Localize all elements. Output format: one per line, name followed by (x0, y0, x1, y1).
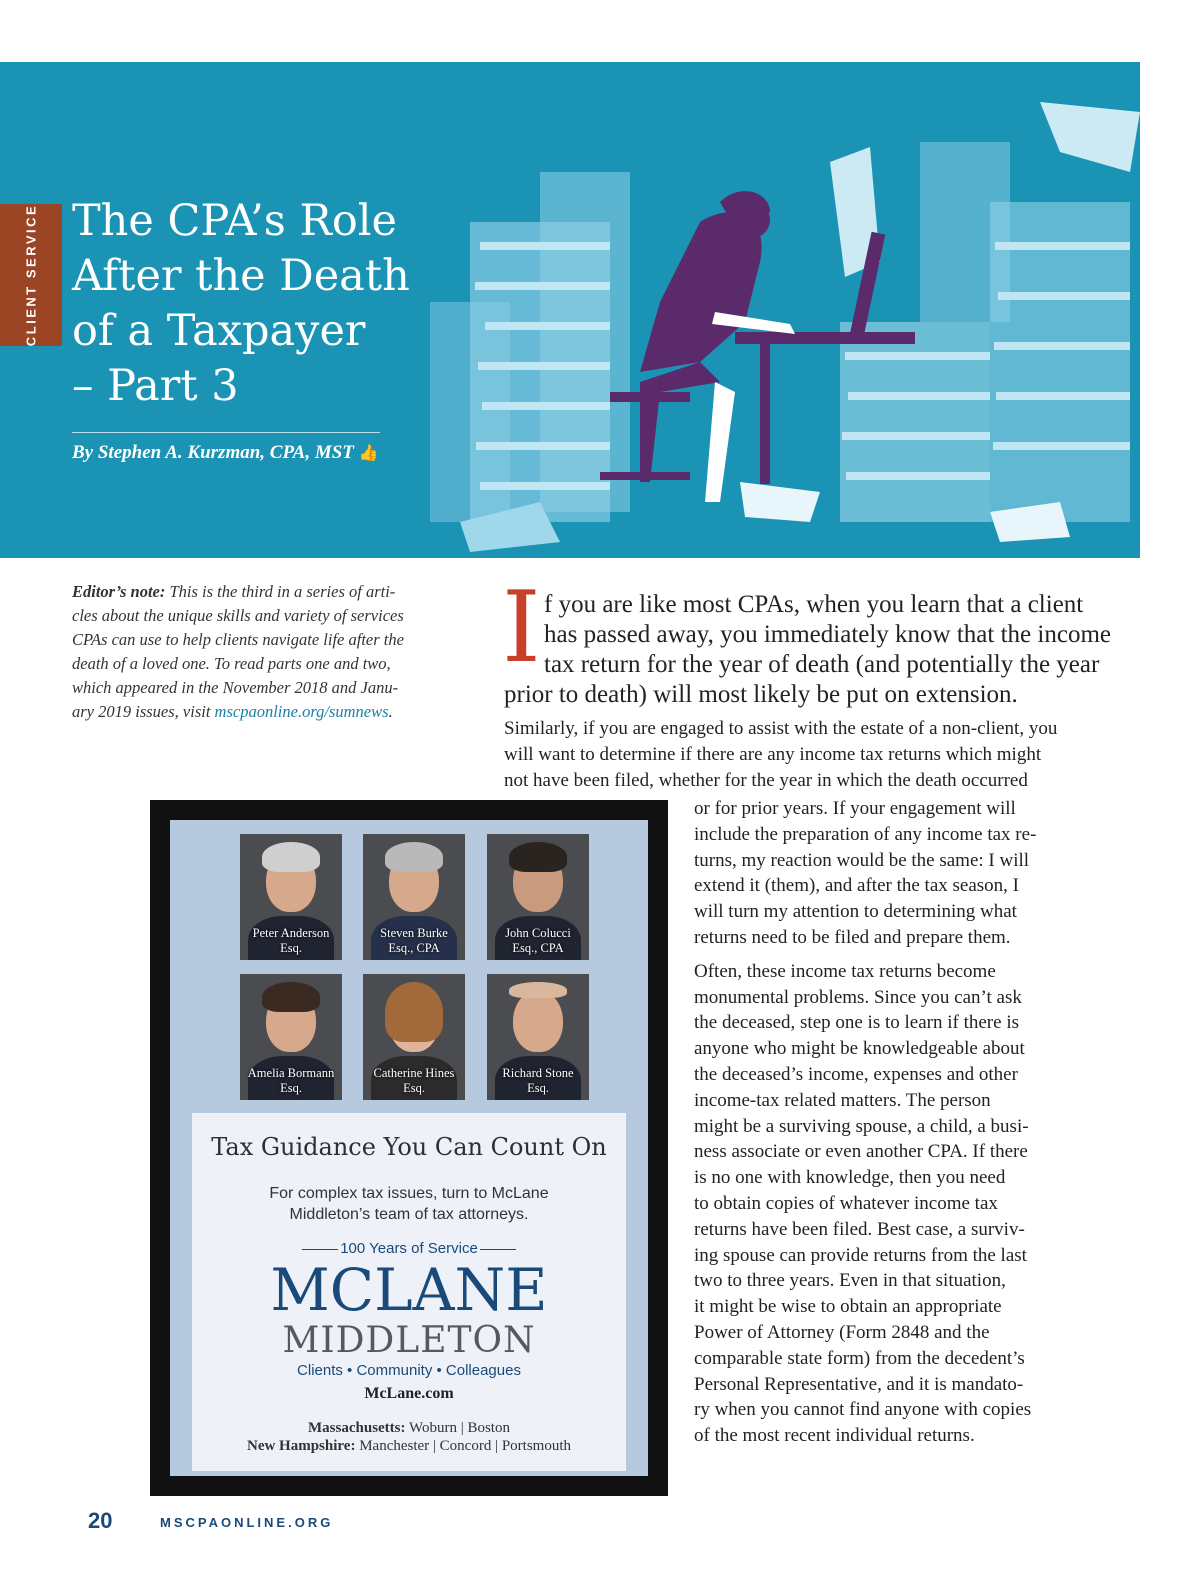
page-number: 20 (88, 1508, 113, 1533)
ad-panel (170, 820, 648, 1476)
body-line: the deceased’s income, expenses and other (694, 1063, 1018, 1085)
body-line: ry when you cannot find anyone with copies (694, 1399, 1032, 1421)
attorney-title: Esq. (280, 941, 302, 955)
footer-site[interactable]: MSCPAONLINE.ORG (160, 1515, 334, 1530)
title-line: of a Taxpayer (72, 306, 366, 356)
attorney-photo (487, 834, 589, 960)
editor-note-line: CPAs can use to help clients navigate life after the (72, 630, 404, 649)
ad-locations (192, 1419, 626, 1455)
editor-note (72, 580, 442, 724)
ad-tagline: Clients • Community • Colleagues (297, 1362, 521, 1379)
attorney-photo (240, 974, 342, 1100)
ad-headline: Tax Guidance You Can Count On (211, 1133, 607, 1161)
editor-note-end: . (388, 702, 393, 721)
title-line: After the Death (72, 251, 410, 301)
body-line: Often, these income tax returns become (694, 960, 996, 982)
body-line: will turn my attention to determining what (694, 901, 1017, 923)
body-line: might be a surviving spouse, a child, a busi- (694, 1115, 1029, 1137)
editor-note-line: which appeared in the November 2018 and Janu- (72, 678, 399, 697)
attorney-name: Richard Stone (502, 1066, 574, 1080)
body-line: anyone who might be knowledgeable about (694, 1038, 1025, 1060)
editor-note-line: ary 2019 issues, visit (72, 702, 211, 721)
drop-cap: I (502, 571, 541, 685)
attorney-photo (487, 974, 589, 1100)
body-line: will want to determine if there are any income tax returns which might (504, 743, 1042, 765)
ad-subtext-line: For complex tax issues, turn to McLane (269, 1185, 549, 1202)
section-tab (0, 204, 62, 346)
attorney-photo (240, 834, 342, 960)
editor-note-label: Editor’s note: (72, 582, 166, 601)
body-line: turns, my reaction would be the same: I will (694, 849, 1030, 871)
editor-note-line: cles about the unique skills and variety of services (72, 606, 404, 625)
location-label: Massachusetts: (308, 1420, 406, 1436)
attorney-name: Catherine Hines (373, 1066, 455, 1080)
article-title (72, 194, 452, 414)
intro-line: prior to death) will most likely be put on extension. (504, 681, 1018, 708)
ad-url[interactable]: McLane.com (364, 1385, 454, 1402)
ad-subtext (192, 1183, 626, 1225)
body-line: Similarly, if you are engaged to assist with the estate of a non-client, you (504, 718, 1058, 739)
editor-note-line: This is the third in a series of arti- (169, 582, 396, 601)
body-line: returns have been filed. Best case, a surviv- (694, 1218, 1025, 1240)
body-line: monumental problems. Since you can’t ask (694, 986, 1022, 1008)
attorney-photo (363, 834, 465, 960)
body-line: returns need to be filed and prepare them. (694, 926, 1011, 948)
body-paragraph (694, 796, 1084, 951)
sumnews-link[interactable]: mscpaonline.org/sumnews (214, 702, 389, 721)
ad-subtext-line: Middleton’s team of tax attorneys. (289, 1206, 529, 1223)
mclane-middleton-ad[interactable] (150, 800, 668, 1496)
editor-note-line: death of a loved one. To read parts one and two, (72, 654, 391, 673)
body-line: the deceased, step one is to learn if there is (694, 1012, 1019, 1034)
body-line: ness associate or even another CPA. If there (694, 1141, 1028, 1163)
intro-line: has passed away, you immediately know that the income (544, 621, 1111, 648)
body-line: income-tax related matters. The person (694, 1089, 991, 1111)
logo-middleton: MIDDLETON (282, 1320, 536, 1361)
attorney-photo (363, 974, 465, 1100)
attorney-name: John Colucci (505, 926, 571, 940)
right-column (694, 796, 1084, 1457)
body-line: it might be wise to obtain an appropriate (694, 1296, 1002, 1318)
attorney-title: Esq., CPA (388, 941, 440, 955)
body-line: Personal Representative, and it is mandato- (694, 1373, 1024, 1395)
body-paragraph (504, 716, 1124, 793)
attorney-name: Steven Burke (380, 926, 448, 940)
title-divider (72, 432, 380, 433)
body-line: include the preparation of any income tax re- (694, 823, 1037, 845)
title-line: The CPA’s Role (72, 196, 397, 246)
intro-line: f you are like most CPAs, when you learn that a client (544, 591, 1084, 618)
intro-line: tax return for the year of death (and potentially the year (544, 651, 1100, 678)
ad-years (192, 1240, 626, 1257)
location-list: Woburn | Boston (409, 1420, 510, 1436)
byline (72, 442, 379, 464)
body-line: is no one with knowledge, then you need (694, 1167, 1006, 1189)
byline-text: By Stephen A. Kurzman, CPA, MST (72, 442, 354, 463)
body-line: extend it (them), and after the tax season, I (694, 875, 1019, 897)
body-line: Power of Attorney (Form 2848 and the (694, 1321, 990, 1343)
attorney-title: Esq. (403, 1081, 425, 1095)
title-line: – Part 3 (72, 361, 239, 411)
section-tab-label: CLIENT SERVICE (23, 203, 39, 347)
hero-banner (0, 62, 1140, 558)
body-line: of the most recent individual returns. (694, 1425, 975, 1447)
attorney-name: Amelia Bormann (247, 1066, 335, 1080)
location-label: New Hampshire: (246, 1438, 356, 1454)
body-line: ing spouse can provide returns from the last (694, 1244, 1027, 1266)
body-line: not have been filed, whether for the year in which the death occurred (504, 769, 1028, 791)
ad-copy-box (192, 1113, 626, 1471)
location-list: Manchester | Concord | Portsmouth (359, 1438, 572, 1454)
body-line: or for prior years. If your engagement will (694, 798, 1016, 819)
attorney-title: Esq., CPA (512, 941, 564, 955)
attorney-title: Esq. (527, 1081, 549, 1095)
ad-years-text: 100 Years of Service (340, 1240, 478, 1257)
attorney-name: Peter Anderson (252, 926, 330, 940)
body-line: to obtain copies of whatever income tax (694, 1192, 998, 1214)
body-line: two to three years. Even in that situation, (694, 1270, 1006, 1292)
logo-mclane: MCLANE (270, 1256, 548, 1324)
thumbs-up-icon: 👍 (358, 445, 379, 462)
body-paragraph (694, 959, 1084, 1449)
attorney-title: Esq. (280, 1081, 302, 1095)
body-line: comparable state form) from the decedent’s (694, 1347, 1025, 1369)
intro-paragraph (504, 590, 1134, 710)
